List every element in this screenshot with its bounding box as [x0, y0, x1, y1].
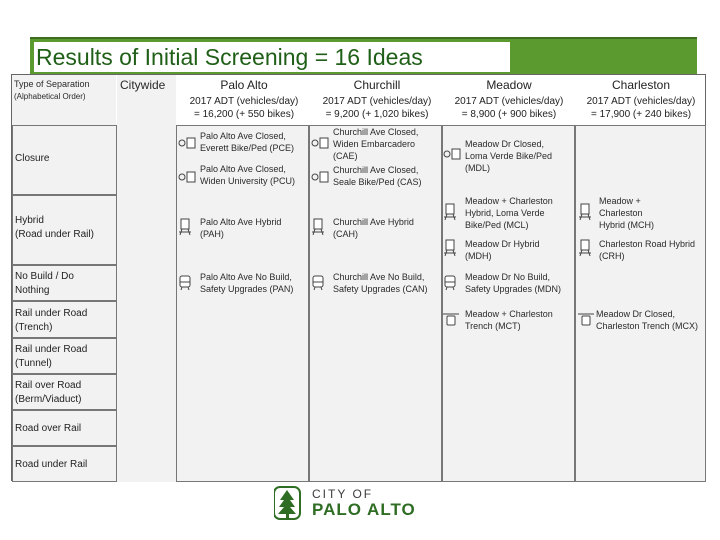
idea-pah-line2: (PAH) [200, 229, 224, 239]
row-label-closure: Closure [15, 153, 50, 164]
train-hybrid-icon [178, 218, 192, 236]
idea-pcu-line2: Widen University (PCU) [200, 176, 296, 186]
header-value-charleston: = 17,900 (+ 240 bikes) [590, 109, 692, 120]
train-hybrid-icon [578, 239, 592, 257]
title-box [34, 42, 510, 72]
bike-ped-icon [311, 171, 329, 183]
header-col-palo-alto: Palo Alto [220, 78, 268, 92]
train-hybrid-icon [443, 239, 457, 257]
row-label-hybrid-sub: (Road under Rail) [15, 229, 94, 240]
road-widen-icon [311, 137, 329, 149]
train-hybrid-icon [443, 203, 457, 221]
idea-mch-line3: Hybrid (MCH) [599, 220, 654, 230]
header-adt-churchill: 2017 ADT (vehicles/day) [322, 96, 432, 107]
row-label-road-under-rail: Road under Rail [15, 459, 88, 470]
idea-cae-line1: Churchill Ave Closed, [333, 127, 419, 137]
citywide-column [117, 75, 176, 482]
idea-mdn-line2: Safety Upgrades (MDN) [465, 284, 562, 294]
road-widen-icon [178, 171, 196, 183]
train-icon [443, 275, 457, 291]
header-value-meadow: = 8,900 (+ 900 bikes) [461, 109, 557, 120]
idea-mdn-line1: Meadow Dr No Build, [465, 272, 551, 282]
train-icon [311, 275, 325, 291]
header-adt-charleston: 2017 ADT (vehicles/day) [586, 96, 696, 107]
header-type-sub: (Alphabetical Order) [14, 92, 86, 101]
row-label-berm: Rail over Road [15, 380, 82, 391]
bike-ped-icon [443, 148, 461, 160]
header-value-palo-alto: = 16,200 (+ 550 bikes) [193, 109, 295, 120]
idea-pan-line2: Safety Upgrades (PAN) [200, 284, 294, 294]
row-label-trench-sub: (Trench) [15, 322, 53, 333]
header-col-churchill: Churchill [353, 78, 401, 92]
idea-mch-line1: Meadow + [599, 196, 641, 206]
train-hybrid-icon [311, 218, 325, 236]
trench-icon [578, 311, 594, 327]
idea-crh-line2: (CRH) [599, 251, 625, 261]
idea-mdh-line1: Meadow Dr Hybrid [465, 239, 540, 249]
logo-city-of: CITY OF [312, 487, 374, 501]
idea-cae-line3: (CAE) [333, 151, 358, 161]
idea-cah-line2: (CAH) [333, 229, 358, 239]
logo-palo-alto: PALO ALTO [312, 500, 416, 519]
row-label-tunnel: Rail under Road [15, 344, 88, 355]
idea-mcx-line1: Meadow Dr Closed, [596, 309, 676, 319]
idea-mct-line2: Trench (MCT) [465, 321, 521, 331]
idea-mdh-line2: (MDH) [465, 251, 492, 261]
screening-table [11, 74, 706, 481]
idea-can-line1: Churchill Ave No Build, [333, 272, 425, 282]
idea-mct-line1: Meadow + Charleston [465, 309, 553, 319]
column-cell-charleston [575, 125, 706, 482]
idea-cas-line1: Churchill Ave Closed, [333, 165, 419, 175]
row-label-no-build-sub: Nothing [15, 285, 50, 296]
header-type-cell [12, 75, 116, 125]
idea-mcx-line2: Charleston Trench (MCX) [596, 321, 699, 331]
idea-can-line2: Safety Upgrades (CAN) [333, 284, 428, 294]
train-icon [178, 275, 192, 291]
idea-cas-line2: Seale Bike/Ped (CAS) [333, 177, 422, 187]
idea-mdl-line1: Meadow Dr Closed, [465, 139, 545, 149]
idea-mcl-line2: Hybrid, Loma Verde [465, 208, 545, 218]
header-adt-meadow: 2017 ADT (vehicles/day) [454, 96, 564, 107]
trench-icon [443, 311, 459, 327]
header-value-churchill: = 9,200 (+ 1,020 bikes) [325, 109, 429, 120]
idea-mdl-line3: (MDL) [465, 163, 490, 173]
train-hybrid-icon [578, 203, 592, 221]
idea-mdl-line2: Loma Verde Bike/Ped [465, 151, 553, 161]
title-bar [30, 37, 697, 75]
row-label-no-build: No Build / Do [15, 271, 74, 282]
header-col-charleston: Charleston [611, 78, 671, 92]
idea-mch-line2: Charleston [599, 208, 643, 218]
page-title: Results of Initial Screening = 16 Ideas [36, 43, 423, 70]
idea-pan-line1: Palo Alto Ave No Build, [200, 272, 292, 282]
row-label-trench: Rail under Road [15, 308, 88, 319]
row-label-hybrid: Hybrid [15, 215, 44, 226]
idea-cah-line1: Churchill Ave Hybrid [333, 217, 414, 227]
row-label-tunnel-sub: (Tunnel) [15, 358, 52, 369]
header-adt-palo-alto: 2017 ADT (vehicles/day) [189, 96, 299, 107]
row-label-berm-sub: (Berm/Viaduct) [15, 394, 82, 405]
header-col-meadow: Meadow [486, 78, 532, 92]
idea-mcl-line3: Bike/Ped (MCL) [465, 220, 529, 230]
bike-ped-icon [178, 137, 196, 149]
idea-pah-line1: Palo Alto Ave Hybrid [200, 217, 282, 227]
idea-mcl-line1: Meadow + Charleston [465, 196, 553, 206]
row-label-road-over-rail: Road over Rail [15, 423, 82, 434]
city-logo [272, 486, 442, 520]
idea-crh-line1: Charleston Road Hybrid [599, 239, 696, 249]
idea-pce-line2: Everett Bike/Ped (PCE) [200, 143, 295, 153]
idea-pcu-line1: Palo Alto Ave Closed, [200, 164, 286, 174]
header-type-label: Type of Separation [14, 79, 90, 89]
tree-logo-icon [274, 486, 302, 520]
column-cell-meadow [442, 125, 575, 482]
header-citywide: Citywide [120, 78, 166, 92]
idea-pce-line1: Palo Alto Ave Closed, [200, 131, 286, 141]
idea-cae-line2: Widen Embarcadero [333, 139, 416, 149]
